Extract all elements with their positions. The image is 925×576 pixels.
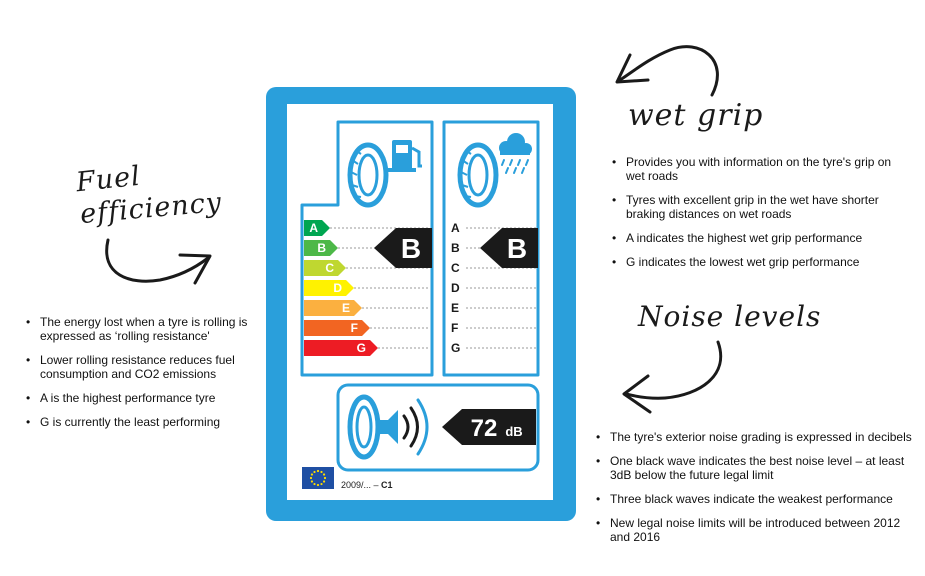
fuel-class-letter-c: C [325, 261, 334, 275]
noise-value-indicator [442, 409, 536, 445]
fuel-class-bar-g [304, 340, 378, 356]
regulation-number [341, 480, 393, 490]
eu-star-icon [311, 473, 313, 475]
fuel-class-letter-e: E [341, 301, 350, 315]
eu-star-icon [324, 477, 326, 479]
noise-levels-title: Noise levels [638, 300, 822, 333]
regulation-text: 2009/... – [341, 480, 379, 490]
fuel-efficiency-title: Fuel [74, 160, 143, 199]
wet-class-letter-g: G [451, 341, 461, 355]
list-item: • A is the highest performance tyre [26, 391, 256, 405]
list-item: • G is currently the least performing [26, 415, 256, 429]
list-item: • One black wave indicates the best noise level – at least 3dB below the future legal limit [596, 454, 916, 482]
eu-star-icon [320, 483, 322, 485]
fuel-class-letter-g: G [356, 341, 366, 355]
list-item: • G indicates the lowest wet grip performance [612, 255, 902, 269]
wet-class-letter-d: D [451, 281, 460, 295]
fuel-rating-letter: B [400, 233, 422, 264]
eu-star-icon [311, 480, 313, 482]
wet-class-letter-e: E [451, 301, 460, 315]
list-item: • Tyres with excellent grip in the wet have shorter braking distances on wet roads [612, 193, 902, 221]
list-item: • A indicates the highest wet grip performance [612, 231, 902, 245]
noise-value: 72 [470, 415, 498, 442]
list-item: • New legal noise limits will be introduced between 2012 and 2016 [596, 516, 916, 544]
list-item: • The tyre's exterior noise grading is expressed in decibels [596, 430, 916, 444]
list-item: • Three black waves indicate the weakest performance [596, 492, 916, 506]
noise-unit: dB [505, 424, 523, 439]
eu-star-icon [313, 483, 315, 485]
wet-grip-title: wet grip [628, 98, 764, 133]
fuel-class-bar-f [304, 320, 370, 336]
fuel-class-bar-d [304, 280, 354, 296]
fuel-class-letter-d: D [333, 281, 342, 295]
tyre-class: C1 [381, 480, 393, 490]
wet-class-letter-f: F [451, 321, 459, 335]
fuel-efficiency-title-line2: efficiency [78, 186, 224, 231]
eu-star-icon [323, 480, 325, 482]
fuel-class-letter-b: B [317, 241, 326, 255]
fuel-class-letter-a: A [309, 221, 318, 235]
wet-class-letter-a: A [451, 221, 460, 235]
eu-star-icon [323, 473, 325, 475]
eu-star-icon [317, 484, 319, 486]
list-item: • Lower rolling resistance reduces fuel consumption and CO2 emissions [26, 353, 256, 381]
eu-star-icon [317, 470, 319, 472]
fuel-class-bar-e [304, 300, 362, 316]
wet-class-letter-b: B [451, 241, 460, 255]
wet-class-letter-c: C [451, 261, 460, 275]
wet-rating-letter: B [506, 233, 528, 264]
eu-star-icon [313, 471, 315, 473]
eu-star-icon [320, 471, 322, 473]
fuel-class-letter-f: F [350, 321, 358, 335]
eu-flag-icon [302, 467, 334, 489]
list-item: • The energy lost when a tyre is rolling is expressed as ‘rolling resistance' [26, 315, 256, 343]
eu-star-icon [310, 477, 312, 479]
list-item: • Provides you with information on the tyre's grip on wet roads [612, 155, 902, 183]
